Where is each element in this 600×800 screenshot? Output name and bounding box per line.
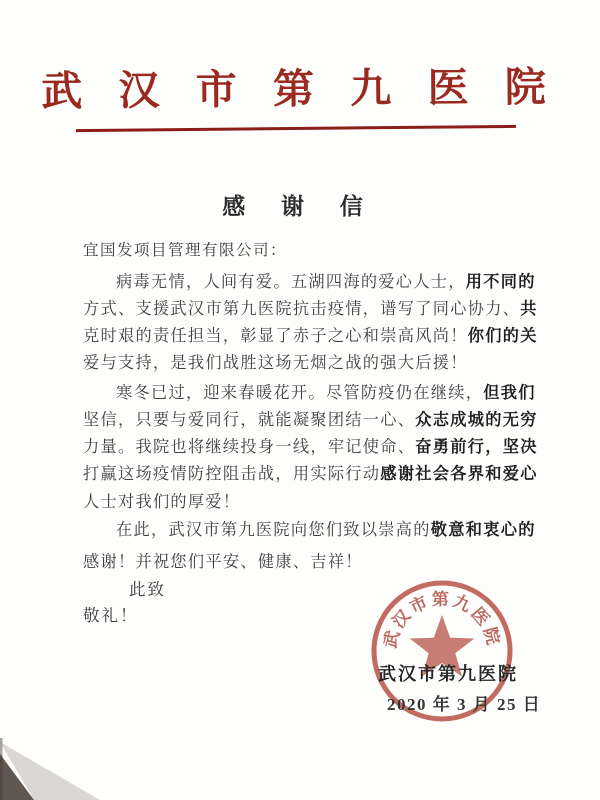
- body-line-6: [83, 406, 553, 430]
- line-text-bold: 敬意和衷心的: [430, 521, 536, 539]
- line-text: 力量。我院也将继续投身一线，牢记使命、: [83, 438, 416, 456]
- line-text-bold: 共: [520, 300, 538, 318]
- closing-jingli: 敬礼！: [83, 606, 139, 625]
- line-text: 打赢这场疫情防控阻击战，用实际行动: [83, 465, 381, 483]
- signature-date: 2020 年 3 月 25 日: [387, 695, 542, 714]
- line-text: 坚信，只要与爱同行，就能凝聚团结一心、: [83, 411, 416, 429]
- line-text-bold: 用不同的: [465, 273, 536, 291]
- line-text: 感谢！并祝您们平安、健康、吉祥！: [83, 553, 363, 571]
- closing-cizhi: 此致: [129, 580, 166, 599]
- line-text: 爱与支持，是我们战胜这场无烟之战的强大后援！: [83, 354, 468, 372]
- body-line-4: [83, 349, 553, 373]
- letterhead-rule: [76, 125, 516, 132]
- line-text: 在此，武汉市第九医院向您们致以崇高的: [116, 521, 431, 539]
- line-text-bold: 感谢社会各界和爱心: [380, 465, 538, 483]
- line-text-bold: 你们的关: [467, 327, 538, 345]
- body-line-11: [83, 548, 553, 572]
- body-line-10: [83, 516, 586, 540]
- body-line-8: [83, 460, 553, 484]
- letterhead-hospital-name: 武 汉 市 第 九 医 院: [41, 63, 559, 115]
- line-text: 克时艰的责任担当，彰显了赤子之心和崇高风尚！: [83, 327, 468, 345]
- body-line-2: [83, 295, 553, 319]
- line-text: 方式、支援武汉市第九医院抗击疫情，谱写了同心协力、: [83, 300, 521, 318]
- letter-title: 感 谢 信: [222, 194, 378, 219]
- line-text: 人士对我们的厚爱！: [83, 493, 241, 511]
- body-line-7: [83, 433, 553, 457]
- body-line-1: [83, 268, 586, 292]
- body-line-3: [83, 322, 553, 346]
- signature-hospital-name: 武汉市第九医院: [378, 664, 518, 684]
- seal-arc-text: 武汉市第九医院: [380, 589, 504, 650]
- line-text-bold: 众志成城的无穷: [415, 411, 538, 429]
- line-text: 寒冬已过，迎来春暖花开。尽管防疫仍在继续，: [116, 384, 484, 402]
- body-line-9: [83, 488, 553, 512]
- line-text-bold: 但我们: [483, 384, 536, 402]
- body-line-5: [83, 379, 586, 403]
- scan-corner-shadow: [0, 738, 110, 800]
- salutation: 宜国发项目管理有限公司：: [83, 242, 288, 259]
- line-text: 病毒无情，人间有爱。五湖四海的爱心人士，: [116, 273, 466, 291]
- line-text-bold: 奋勇前行，坚决: [415, 438, 538, 456]
